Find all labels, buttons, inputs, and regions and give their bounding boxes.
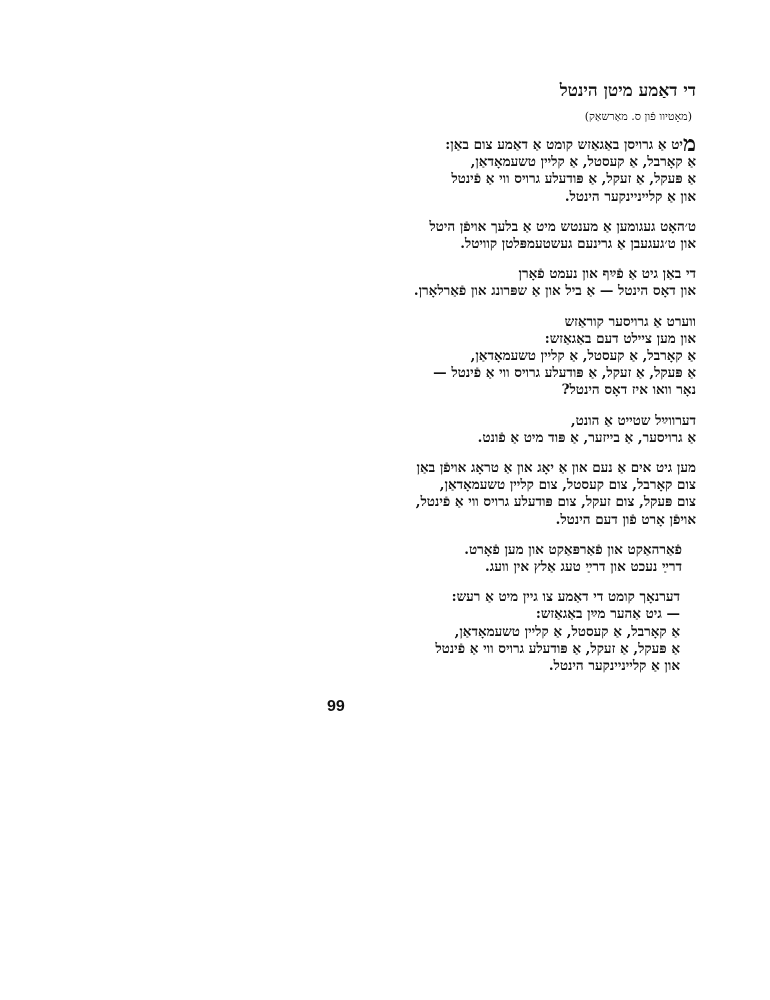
stanza-4 bbox=[336, 314, 696, 400]
stanza-8 bbox=[336, 589, 696, 675]
stanza-2 bbox=[336, 219, 696, 253]
stanza-3 bbox=[336, 266, 696, 300]
stanza-line: ווערט אַ גרויסער קוראַזש bbox=[564, 313, 696, 330]
stanza-line: מען גיט אים אַ נעם און אַ יאָג און אַ טראָג אויפֿן באַן bbox=[416, 460, 696, 477]
stanza-line: און אַ קלייניינקער הינטל. bbox=[564, 188, 696, 205]
stanza-line: אויפֿן אָרט פֿון דעם הינטל. bbox=[555, 511, 696, 528]
stanza-line-text: יט אַ גרויסן באַגאַזש קומט אַ דאַמע צום באַן: bbox=[445, 137, 683, 153]
stanza-line: פֿאַרהאַקט און פֿאַרפּאַקט און מען פֿאָרט. bbox=[464, 541, 682, 558]
drop-cap: מ bbox=[682, 131, 696, 157]
poem-title: די דאַמע מיטן הינטל bbox=[559, 81, 696, 101]
poem bbox=[336, 80, 696, 688]
stanza-line bbox=[336, 131, 696, 157]
stanza-line: דערווײַל שטייט אַ הונט, bbox=[570, 412, 696, 429]
stanza-line: און דאָס הינטל — אַ ביל און אַ שפּרונג און פֿאַרלאָרן. bbox=[413, 283, 696, 300]
stanza-line: די באַן גיט אַ פֿײַף און נעמט פֿאָרן bbox=[518, 266, 696, 283]
stanza-line: אַ גרויסער, אַ בייזער, אַ פּוד מיט אַ פֿונט. bbox=[477, 429, 696, 446]
stanza-line: און אַ קלייניינקער הינטל. bbox=[548, 658, 680, 675]
stanza-line: דרײַ נעכט און דרײַ טעג אַלץ אין וועג. bbox=[485, 559, 682, 576]
stanza-line: אַ פּעקל, אַ זעקל, אַ פּודעלע גרויס ווי אַ פֿינטל — bbox=[433, 365, 696, 382]
stanza-5 bbox=[336, 413, 696, 447]
stanza-7 bbox=[336, 542, 696, 576]
stanza-6 bbox=[336, 460, 696, 529]
stanza-line: אַ קאָרבל, אַ קעסטל, אַ קליין טשעמאָדאַן, bbox=[470, 348, 696, 365]
stanza-line: און ט׳געגעבן אַ גרינעם געשטעמפּלטן קוויטל. bbox=[460, 236, 696, 253]
poem-subtitle: (מאָטיוו פֿון ס. מאַרשאַק) bbox=[584, 110, 692, 123]
stanza-line: אַ קאָרבל, אַ קעסטל, אַ קליין טשעמאָדאַן, bbox=[454, 623, 680, 640]
stanza-line: — גיט אַהער מײַן באַגאַזש: bbox=[535, 606, 680, 623]
stanza-1 bbox=[336, 131, 696, 206]
stanza-line: דערנאָך קומט די דאַמע צו גיין מיט אַ רעש: bbox=[451, 589, 680, 606]
stanza-line: אַ קאָרבל, אַ קעסטל, אַ קליין טשעמאָדאַן, bbox=[470, 154, 696, 171]
stanza-line: אַ פּעקל, אַ זעקל, אַ פּודעלע גרויס ווי אַ פֿינטל bbox=[451, 171, 696, 188]
page-number: 99 bbox=[327, 698, 345, 715]
stanza-line: און מען ציילט דעם באַגאַזש: bbox=[544, 330, 696, 347]
stanza-line: נאָר וואו איז דאָס הינטל? bbox=[561, 382, 696, 399]
stanza-line: אַ פּעקל, אַ זעקל, אַ פּודעלע גרויס ווי אַ פֿינטל bbox=[435, 640, 680, 657]
stanza-line: צום פּעקל, צום זעקל, צום פּודעלע גרויס ווי אַ פֿינטל, bbox=[415, 494, 696, 511]
stanza-line: צום קאָרבל, צום קעסטל, צום קליין טשעמאָדאַן, bbox=[439, 477, 696, 494]
stanza-line: ט׳האָט געגומען אַ מענטש מיט אַ בלעך אויפֿן היטל bbox=[429, 218, 696, 235]
